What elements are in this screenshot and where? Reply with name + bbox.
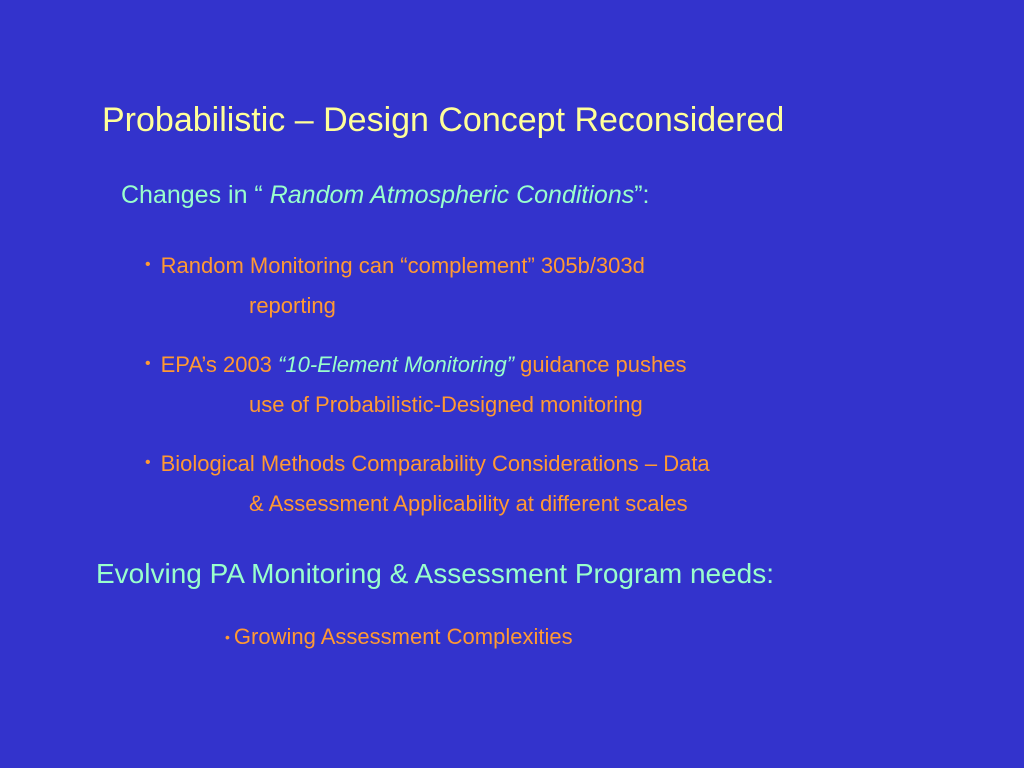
bullet-2-italic: “10-Element Monitoring” [278, 352, 515, 377]
bullet-1-line-2: reporting [249, 293, 336, 318]
subheading-italic: Random Atmospheric Conditions [269, 181, 635, 209]
subheading-suffix: ”: [634, 181, 650, 209]
bullet-2-line-1 [145, 351, 686, 380]
bullet-1-line-1 [145, 252, 645, 281]
slide-title: Probabilistic – Design Concept Reconsidered [102, 101, 785, 139]
sub-bullet-text: Growing Assessment Complexities [233, 624, 573, 649]
subheading-prefix: Changes in “ [121, 181, 270, 209]
bullet-2-line-2: use of Probabilistic-Designed monitoring [249, 392, 643, 417]
evolving-heading: Evolving PA Monitoring & Assessment Program needs: [96, 558, 775, 589]
subheading [121, 179, 650, 211]
bullet-3-line-2: & Assessment Applicability at different scales [249, 491, 688, 516]
bullet-icon: • [225, 629, 230, 645]
bullet-3-line-1 [145, 450, 710, 479]
sub-bullet [225, 623, 573, 653]
bullet-2-suffix: guidance pushes [514, 352, 687, 377]
bullet-icon: • [145, 454, 151, 472]
bullet-1-text-1: Random Monitoring can “complement” 305b/303d [160, 253, 645, 278]
bullet-icon: • [145, 355, 151, 373]
bullet-icon: • [145, 256, 151, 274]
bullet-2-prefix: EPA’s 2003 [160, 352, 279, 377]
bullet-3-text-1: Biological Methods Comparability Considerations – Data [160, 451, 710, 476]
